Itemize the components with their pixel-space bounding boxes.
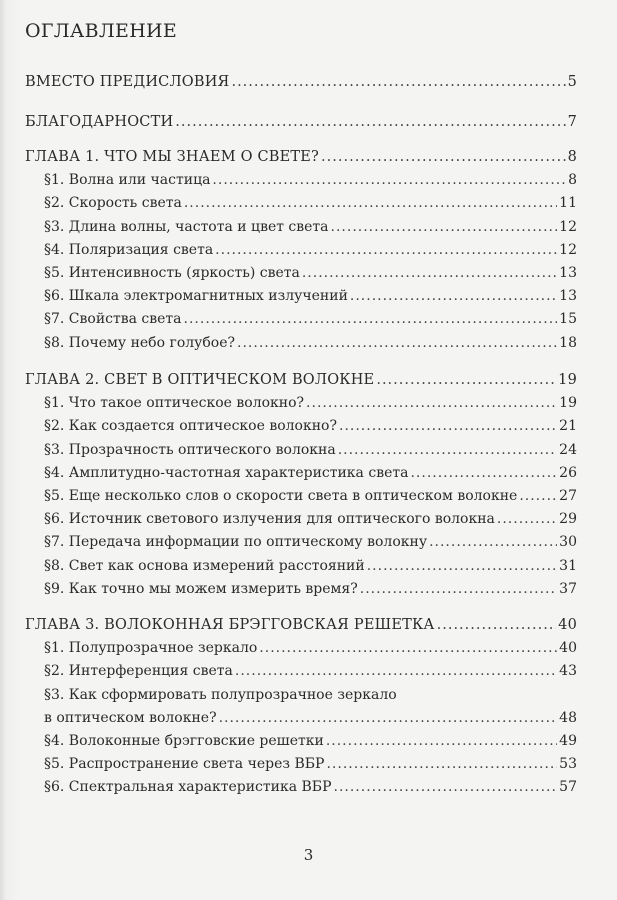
entry-page-number: 8 [568,172,577,189]
entry-page-number: 49 [559,732,577,749]
entry-page-number: 29 [559,511,577,528]
entry-label: ВМЕСТО ПРЕДИСЛОВИЯ [25,74,230,90]
page-number: 3 [303,846,314,864]
dot-leader [350,287,557,305]
entry-page-number: 40 [559,640,577,657]
entry-page-number: 19 [558,372,577,388]
entry-label: §7. Передача информации по оптическому волокну [44,534,428,551]
entry-label: §8. Почему небо голубое? [44,334,236,351]
toc-chapter-entry[interactable] [25,371,577,389]
dot-leader [321,148,566,166]
dot-leader [339,417,557,435]
entry-label: ГЛАВА 2. СВЕТ В ОПТИЧЕСКОМ ВОЛОКНЕ [25,372,375,388]
entry-label: §9. Как точно мы можем измерить время? [44,580,358,597]
toc-chapter-entry[interactable] [25,616,577,634]
entry-label: §5. Распространение света через ВБР [44,756,325,772]
dot-leader [519,487,557,505]
entry-page-number: 43 [559,663,577,680]
toc-section-entry[interactable] [44,639,577,657]
entry-page-number: 15 [559,311,577,328]
toc-section-entry[interactable] [44,580,577,598]
toc-section-entry[interactable] [44,557,577,575]
entry-label: §7. Свойства света [44,311,182,328]
dot-leader [219,709,558,727]
entry-label: §4. Волоконные брэгговские решетки [44,732,324,749]
entry-label: §3. Как сформировать полупрозрачное зеркало [44,686,397,703]
entry-page-number: 21 [559,418,577,435]
dot-leader [259,639,557,657]
toc-section-entry[interactable] [44,487,577,505]
entry-label: ГЛАВА 3. ВОЛОКОННАЯ БРЭГГОВСКАЯ РЕШЕТКА [25,617,435,633]
entry-label: §6. Спектральная характеристика ВБР [44,779,332,796]
dot-leader [410,464,557,482]
entry-label: §1. Волна или частица [44,172,211,189]
entry-label-continuation: в оптическом волокне? [44,709,217,726]
dot-leader [497,510,557,528]
toc-section-entry[interactable] [44,218,577,236]
entry-label: §5. Интенсивность (яркость) света [44,265,300,281]
entry-page-number: 27 [559,488,577,504]
dot-leader [334,778,558,796]
dot-leader [215,241,557,259]
dot-leader [338,441,557,459]
toc-entry-acknowledgements[interactable] [25,113,577,131]
entry-page-number: 24 [559,441,577,458]
entry-page-number: 40 [558,617,577,633]
dot-leader [360,580,557,598]
dot-leader [231,73,565,91]
toc-section-entry[interactable] [44,441,577,459]
entry-label: §4. Амплитудно-частотная характеристика света [44,464,409,481]
toc-section-entry[interactable] [44,310,577,328]
toc-section-entry[interactable] [44,709,577,727]
entry-page-number: 8 [567,149,577,165]
toc-title: ОГЛАВЛЕНИЕ [25,20,178,42]
entry-label: §2. Интерференция света [44,663,233,680]
entry-page-number: 7 [567,114,577,130]
entry-label: §6. Шкала электромагнитных излучений [44,288,348,305]
dot-leader [326,732,557,750]
toc-section-entry[interactable] [44,287,577,305]
toc-section-entry[interactable] [44,241,577,259]
entry-page-number: 5 [567,74,577,90]
toc-section-entry[interactable] [44,171,577,189]
entry-page-number: 26 [559,464,577,481]
entry-label: §6. Источник светового излучения для оптического волокна [44,511,495,528]
entry-page-number: 12 [559,241,577,258]
entry-page-number: 11 [559,195,577,212]
toc-section-entry[interactable] [44,394,577,412]
entry-label: §3. Длина волны, частота и цвет света [44,218,329,235]
entry-label: §5. Еще несколько слов о скорости света в оптическом волокне [44,488,518,504]
entry-page-number: 37 [559,580,577,597]
toc-section-entry[interactable] [44,264,577,282]
entry-label: §3. Прозрачность оптического волокна [44,441,336,458]
entry-page-number: 18 [559,334,577,351]
toc-section-entry[interactable] [44,662,577,680]
entry-label: ГЛАВА 1. ЧТО МЫ ЗНАЕМ О СВЕТЕ? [25,149,320,165]
entry-page-number: 13 [559,265,577,281]
dot-leader [437,616,557,634]
toc-section-entry[interactable] [44,417,577,435]
dot-leader [306,394,557,412]
entry-page-number: 13 [559,288,577,305]
entry-page-number: 19 [559,395,577,412]
toc-section-entry[interactable] [44,334,577,352]
toc-section-entry[interactable] [44,510,577,528]
entry-label: §2. Как создается оптическое волокно? [44,418,337,435]
entry-label: БЛАГОДАРНОСТИ [25,114,174,130]
dot-leader [331,218,558,236]
dot-leader [235,662,557,680]
entry-page-number: 48 [559,709,577,726]
dot-leader [184,194,557,212]
dot-leader [376,371,556,389]
toc-entry-preface[interactable] [25,73,577,91]
entry-label: §2. Скорость света [44,195,182,212]
dot-leader [175,113,565,131]
toc-section-entry[interactable] [44,732,577,750]
entry-page-number: 30 [559,534,577,551]
entry-label: §1. Что такое оптическое волокно? [44,395,305,412]
toc-section-entry[interactable] [44,464,577,482]
toc-chapter-entry[interactable] [25,148,577,166]
entry-page-number: 57 [559,779,577,796]
entry-label: §4. Поляризация света [44,241,214,258]
entry-label: §1. Полупрозрачное зеркало [44,640,258,657]
dot-leader [326,755,557,773]
toc-section-entry[interactable] [44,533,577,551]
entry-label: §8. Свет как основа измерений расстояний [44,557,365,574]
entry-page-number: 31 [559,557,577,574]
toc-section-entry[interactable] [44,778,577,796]
dot-leader [302,264,557,282]
dot-leader [212,171,566,189]
dot-leader [237,334,557,352]
entry-page-number: 12 [559,218,577,235]
entry-page-number: 53 [559,756,577,772]
dot-leader [367,557,557,575]
dot-leader [184,310,558,328]
toc-section-entry[interactable] [44,755,577,773]
dot-leader [429,533,557,551]
toc-section-entry[interactable] [44,194,577,212]
